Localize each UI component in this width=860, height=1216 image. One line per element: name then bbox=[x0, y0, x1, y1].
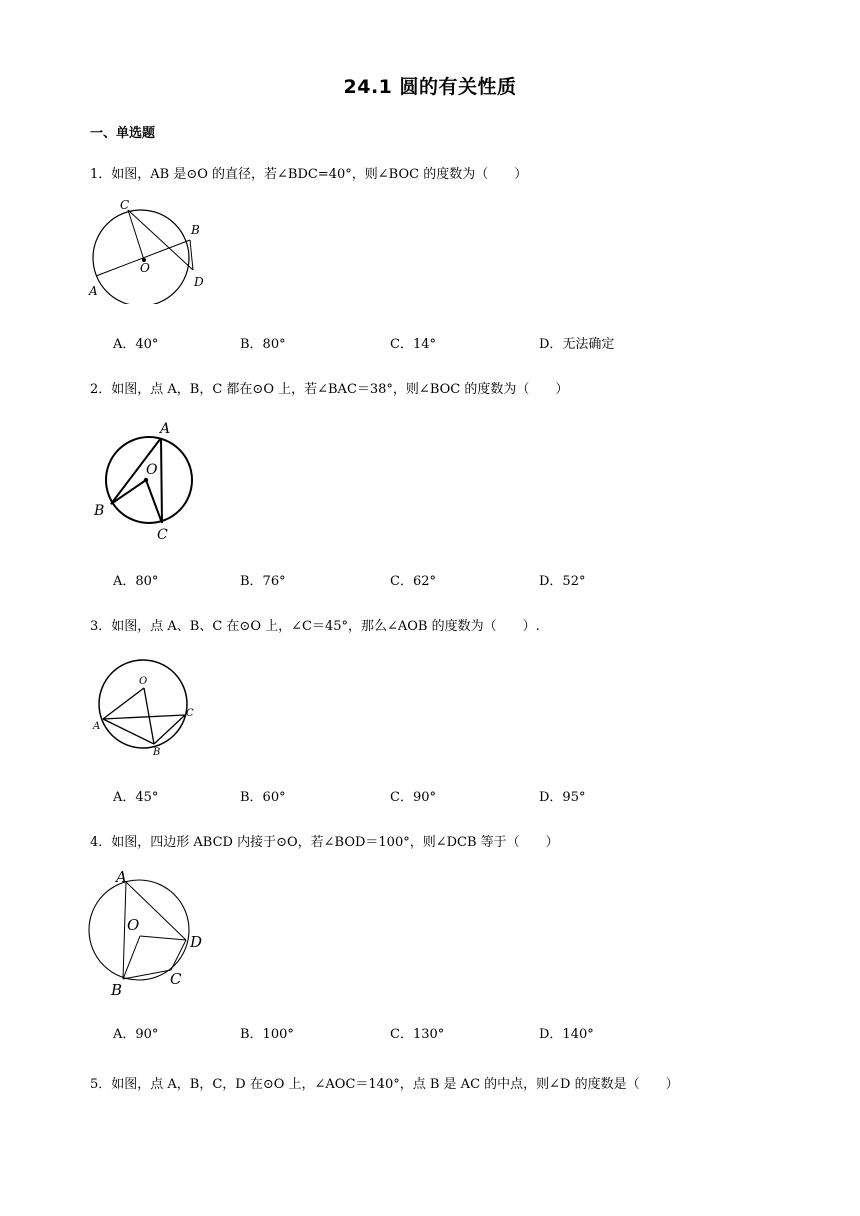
question-2-figure bbox=[90, 418, 204, 546]
page-title: 24.1 圆的有关性质 bbox=[343, 76, 517, 98]
option-a[interactable]: A．40° bbox=[113, 337, 159, 352]
question-4-text: 4．如图，四边形 ABCD 内接于⊙O，若∠BOD＝100°，则∠DCB 等于（ ） bbox=[90, 835, 559, 850]
question-1-text: 1．如图，AB 是⊙O 的直径，若∠BDC=40°，则∠BOC 的度数为（ ） bbox=[90, 167, 528, 182]
option-a[interactable]: A．45° bbox=[113, 790, 159, 805]
option-a[interactable]: A．90° bbox=[113, 1027, 159, 1042]
option-b[interactable]: B．76° bbox=[240, 574, 286, 589]
option-d[interactable]: D．无法确定 bbox=[539, 337, 615, 352]
option-c[interactable]: C．62° bbox=[390, 574, 436, 589]
option-c[interactable]: C．130° bbox=[390, 1027, 445, 1042]
option-a[interactable]: A．80° bbox=[113, 574, 159, 589]
question-3-figure bbox=[90, 656, 200, 760]
option-b[interactable]: B．60° bbox=[240, 790, 286, 805]
label-c: C bbox=[120, 198, 130, 212]
question-4-figure bbox=[86, 866, 216, 1000]
label-c: C bbox=[157, 527, 168, 543]
label-d: D bbox=[190, 933, 203, 951]
option-b[interactable]: B．80° bbox=[240, 337, 286, 352]
section-heading: 一、单选题 bbox=[90, 126, 156, 141]
label-b: B bbox=[191, 223, 200, 237]
option-c[interactable]: C．90° bbox=[390, 790, 436, 805]
label-b: B bbox=[153, 747, 161, 758]
label-o: O bbox=[140, 261, 150, 275]
label-c: C bbox=[186, 708, 194, 719]
label-o: O bbox=[146, 462, 158, 478]
question-3-text: 3．如图，点 A、B、C 在⊙O 上，∠C＝45°，那么∠AOB 的度数为（ ）. bbox=[90, 619, 540, 634]
label-b: B bbox=[111, 981, 123, 999]
question-1-figure bbox=[86, 196, 210, 304]
option-b[interactable]: B．100° bbox=[240, 1027, 294, 1042]
label-a: A bbox=[116, 868, 127, 886]
option-d[interactable]: D．140° bbox=[539, 1027, 594, 1042]
question-5-text: 5．如图，点 A，B，C，D 在⊙O 上，∠AOC＝140°，点 B 是 AC 的中点，则∠D 的度数是（ ） bbox=[90, 1077, 679, 1092]
option-c[interactable]: C．14° bbox=[390, 337, 436, 352]
label-d: D bbox=[194, 275, 204, 289]
label-a: A bbox=[93, 721, 101, 732]
option-d[interactable]: D．95° bbox=[539, 790, 586, 805]
option-d[interactable]: D．52° bbox=[539, 574, 586, 589]
label-b: B bbox=[94, 503, 105, 519]
label-o: O bbox=[139, 676, 148, 687]
label-c: C bbox=[170, 970, 182, 988]
question-2-text: 2．如图，点 A，B，C 都在⊙O 上，若∠BAC＝38°，则∠BOC 的度数为（ ） bbox=[90, 382, 569, 397]
label-a: A bbox=[89, 284, 98, 298]
label-a: A bbox=[160, 421, 171, 437]
label-o: O bbox=[127, 916, 140, 934]
